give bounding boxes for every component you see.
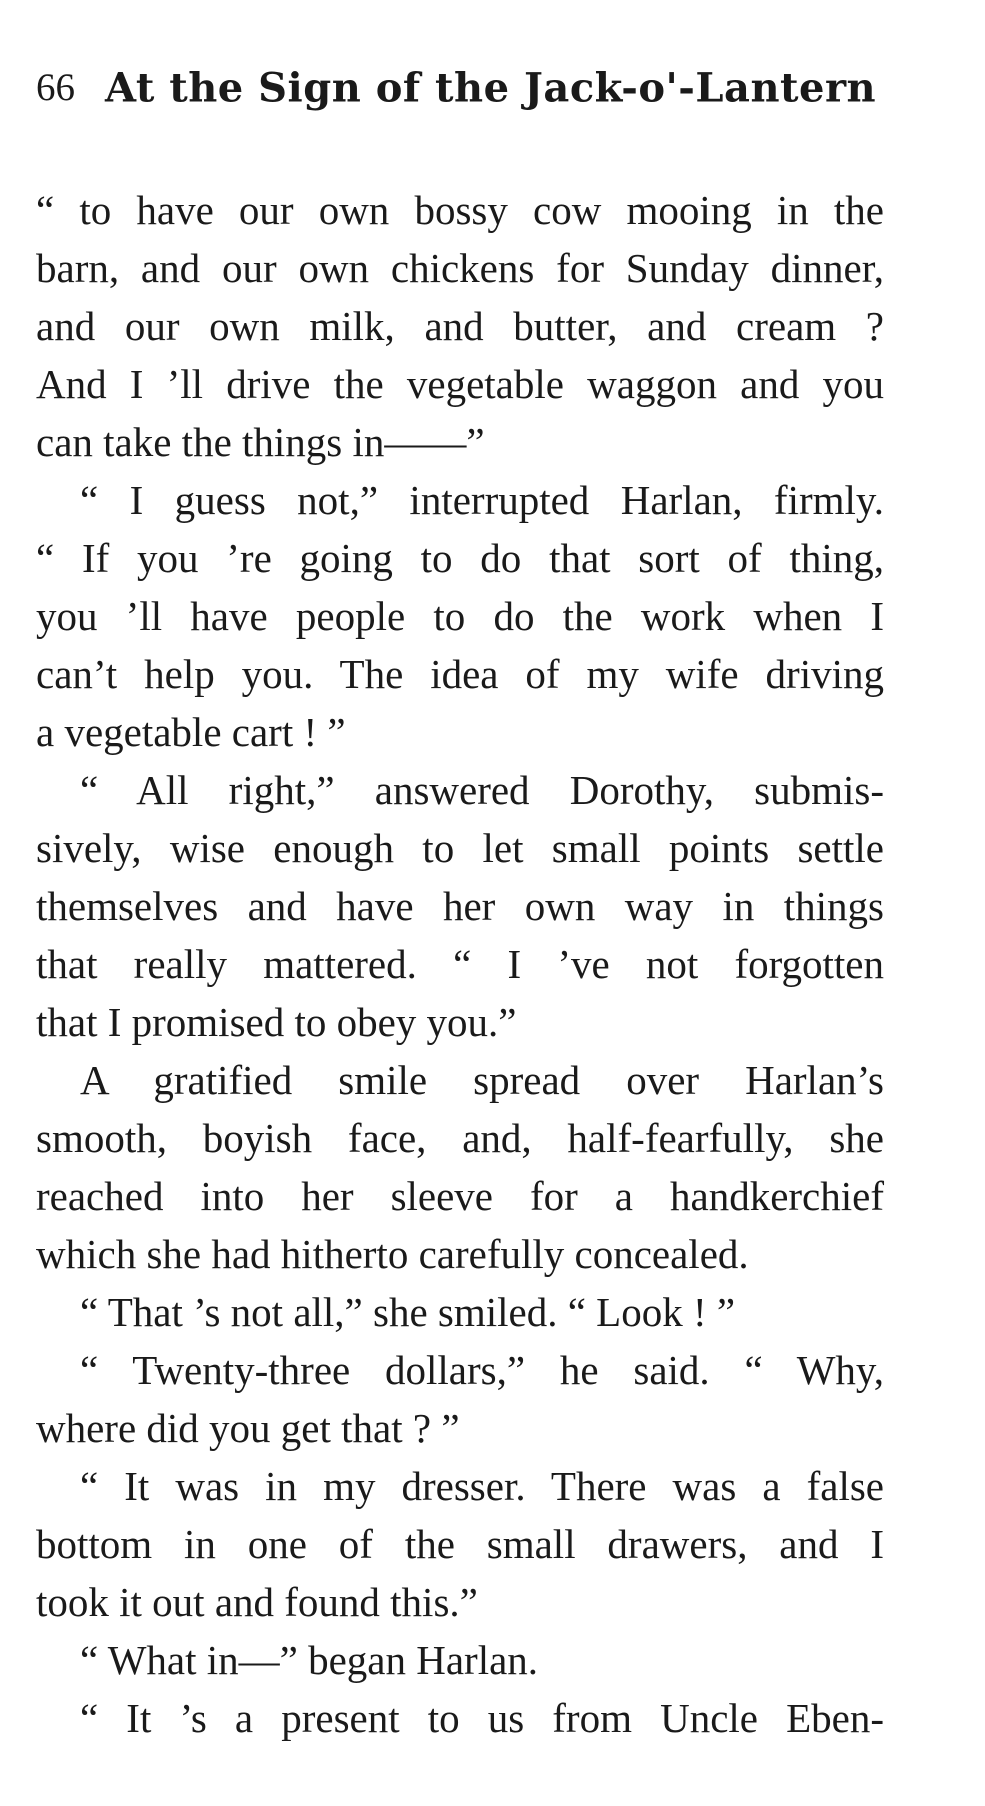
text-line: “ I guess not,” interrupted Harlan, firmly.: [80, 477, 884, 523]
text-line: “ It ’s a present to us from Uncle Eben-: [80, 1695, 884, 1741]
text-line: and our own milk, and butter, and cream ?: [36, 303, 884, 349]
text-line: “ to have our own bossy cow mooing in the: [36, 187, 884, 233]
text-line: sively, wise enough to let small points settle: [36, 825, 884, 871]
text-line: can’t help you. The idea of my wife driving: [36, 651, 884, 697]
text-line: a vegetable cart ! ”: [36, 709, 346, 755]
text-line: bottom in one of the small drawers, and I: [36, 1521, 884, 1567]
text-line: where did you get that ? ”: [36, 1405, 460, 1451]
text-line: that really mattered. “ I ’ve not forgotten: [36, 941, 884, 987]
text-line: “ What in—” began Harlan.: [80, 1637, 539, 1683]
text-line: can take the things in——”: [36, 419, 485, 465]
text-line: “ If you ’re going to do that sort of thing,: [36, 535, 884, 581]
text-line: And I ’ll drive the vegetable waggon and you: [36, 361, 884, 407]
text-line: “ Twenty-three dollars,” he said. “ Why,: [80, 1347, 884, 1393]
text-line: A gratified smile spread over Harlan’s: [80, 1057, 884, 1103]
text-line: themselves and have her own way in things: [36, 883, 884, 929]
body-text: [36, 181, 884, 1747]
page-number: 66: [36, 66, 75, 110]
text-line: which she had hitherto carefully concealed.: [36, 1231, 749, 1277]
text-line: smooth, boyish face, and, half-fearfully, she: [36, 1115, 884, 1161]
text-line: that I promised to obey you.”: [36, 999, 517, 1045]
text-line: you ’ll have people to do the work when I: [36, 593, 884, 639]
running-title: At the Sign of the Jack-o'-Lantern: [105, 64, 877, 112]
text-line: “ That ’s not all,” she smiled. “ Look ! ”: [80, 1289, 736, 1335]
text-line: “ It was in my dresser. There was a false: [80, 1463, 884, 1509]
text-line: “ All right,” answered Dorothy, submis-: [80, 767, 884, 813]
text-line: barn, and our own chickens for Sunday dinner,: [36, 245, 884, 291]
text-line: reached into her sleeve for a handkerchief: [36, 1173, 884, 1219]
running-head: [36, 58, 936, 118]
text-line: took it out and found this.”: [36, 1579, 478, 1625]
